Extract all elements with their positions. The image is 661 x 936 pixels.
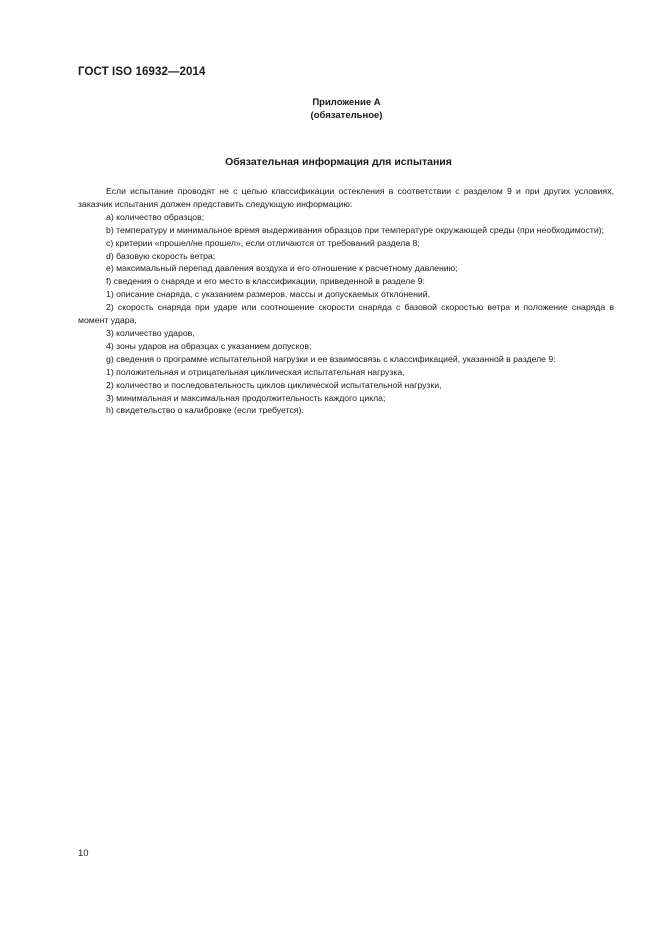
list-item: е) максимальный перепад давления воздуха и его отношение к расчетному давлению; bbox=[106, 263, 458, 274]
list-item: 2) скорость снаряда при ударе или соотношение скорости снаряда с базовой скоростью ветра и положение снаряда в момент удара, bbox=[78, 302, 614, 326]
list-item: 2) количество и последовательность циклов циклической испытательной нагрузки, bbox=[106, 379, 442, 390]
list-item: 3) минимальная и максимальная продолжительность каждого цикла; bbox=[106, 392, 386, 403]
appendix-type: (обязательное) bbox=[310, 110, 383, 121]
list-item: 3) количество ударов, bbox=[106, 327, 195, 338]
list-item: 4) зоны ударов на образцах с указанием допусков; bbox=[106, 340, 312, 351]
page-number: 10 bbox=[78, 848, 89, 859]
list-item: h) свидетельство о калибровке (если требуется). bbox=[106, 405, 304, 416]
intro-paragraph: Если испытание проводят не с целью классификации остекления в соответствии с разделом 9 и при других условиях, заказчик испытания должен представить следующую информацию: bbox=[78, 186, 614, 209]
body-text bbox=[78, 185, 614, 417]
list-item: с) критерии «прошел/не прошел», если отличаются от требований раздела 8; bbox=[106, 237, 420, 248]
standard-designation: ГОСТ ISO 16932—2014 bbox=[78, 66, 206, 78]
list-item: d) базовую скорость ветра; bbox=[106, 250, 216, 261]
section-title: Обязательная информация для испытания bbox=[225, 156, 452, 168]
list-item: b) температуру и минимальное время выдерживания образцов при температуре окружающей среды (при необходимости); bbox=[106, 224, 604, 235]
list-item: 1) описание снаряда, с указанием размеров, массы и допускаемых отклонений, bbox=[106, 289, 431, 300]
list-item: g) сведения о программе испытательной нагрузки и ее взаимосвязь с классификацией, указанной в разделе 9: bbox=[106, 353, 556, 364]
list-item: f) сведения о снаряде и его место в классификации, приведенной в разделе 9: bbox=[106, 276, 425, 287]
list-item: 1) положительная и отрицательная циклическая испытательная нагрузка, bbox=[106, 366, 405, 377]
list-item: а) количество образцов; bbox=[106, 211, 205, 222]
appendix-title: Приложение А bbox=[312, 97, 381, 108]
